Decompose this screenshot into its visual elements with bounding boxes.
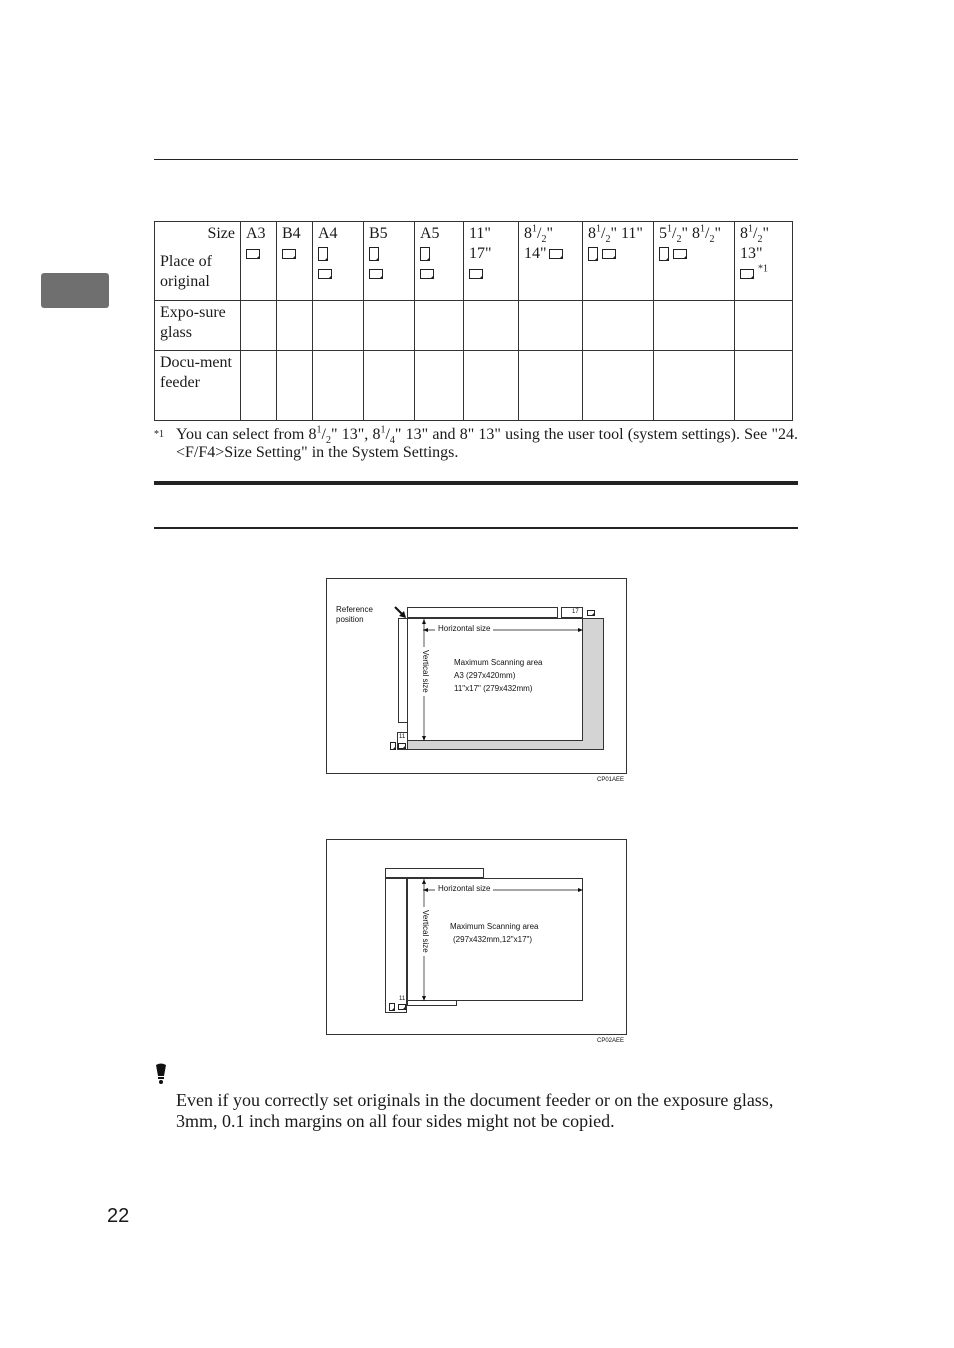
landscape-paper-icon	[282, 249, 296, 259]
fraction-numerator: 1	[748, 223, 753, 235]
limitation-note-text: Even if you correctly set originals in the document feeder or on the exposure glass, 3mm, 0.1 inch margins on all four sides might not be copied.	[176, 1090, 774, 1131]
size-col-a5	[415, 222, 464, 301]
portrait-paper-icon	[588, 247, 598, 261]
table-cell	[519, 301, 583, 351]
table-cell	[519, 351, 583, 421]
landscape-paper-icon	[318, 269, 332, 279]
table-corner-cell	[155, 222, 241, 301]
footnote-ref: *1	[758, 263, 768, 275]
size-col-11x17	[464, 222, 519, 301]
table-cell	[464, 351, 519, 421]
max-area-a3: A3 (297x420mm)	[454, 671, 516, 680]
fraction-denominator: 2	[757, 234, 763, 246]
footnote-part: You can select from 8	[176, 426, 317, 443]
fraction-denominator: 2	[541, 234, 547, 246]
landscape-paper-icon	[398, 743, 406, 749]
size-col-8.5x13: $8^1/_2$" 13" $^{*1}$	[735, 222, 793, 301]
portrait-paper-icon	[318, 247, 328, 261]
table-footnote	[154, 426, 798, 462]
footnote-mark: *1	[154, 429, 164, 440]
fraction-numerator: 1	[380, 424, 386, 436]
feeder-outer	[385, 878, 407, 1013]
table-cell	[241, 351, 277, 421]
table-cell	[654, 351, 735, 421]
tag-17: 17	[572, 609, 579, 615]
size-label: 5	[659, 225, 667, 242]
reference-position-label: Reference position	[336, 605, 373, 624]
size-col-b5	[364, 222, 415, 301]
limitation-icon	[153, 1063, 169, 1085]
landscape-paper-icon	[549, 249, 563, 259]
figure2-code: CP02AEE	[597, 1038, 625, 1044]
reference-arrow	[393, 605, 409, 621]
max-area-11x17: 11"x17" (279x432mm)	[454, 684, 533, 693]
table-cell	[277, 301, 313, 351]
size-label: 11" 17"	[469, 225, 492, 262]
table-row-exposure-glass	[155, 301, 793, 351]
vertical-size-label: Vertical size	[420, 647, 430, 696]
landscape-paper-icon	[740, 269, 754, 279]
size-label-rest: "	[714, 225, 721, 242]
original-size-table	[154, 221, 793, 421]
fraction-denominator: 2	[325, 435, 331, 447]
size-label-rest: " 14"	[524, 225, 553, 262]
fraction-denominator: 2	[709, 234, 715, 246]
section-thin-rule	[154, 527, 798, 529]
figure-document-feeder	[326, 839, 627, 1035]
fraction-numerator: 1	[316, 424, 322, 436]
figure-exposure-glass	[326, 578, 627, 774]
header-size-label: Size	[207, 225, 235, 242]
chapter-tab-marker	[41, 273, 109, 308]
table-cell	[583, 301, 654, 351]
section-thick-rule	[154, 481, 798, 485]
row-label-document-feeder: Docu-ment feeder	[155, 351, 241, 421]
footnote-part: " 13", 8	[330, 426, 381, 443]
portrait-paper-icon	[420, 247, 430, 261]
fraction-denominator: 2	[676, 234, 682, 246]
table-cell	[735, 351, 793, 421]
landscape-paper-icon	[398, 1004, 406, 1010]
row-label-exposure-glass: Expo-sure glass	[155, 301, 241, 351]
size-col-b4	[277, 222, 313, 301]
table-cell	[735, 301, 793, 351]
size-label: 8	[588, 225, 596, 242]
size-col-8.5x11: $8^1/_2$" 11"	[583, 222, 654, 301]
table-row-document-feeder	[155, 351, 793, 421]
landscape-paper-icon	[673, 249, 687, 259]
table-cell	[277, 351, 313, 421]
table-cell	[583, 351, 654, 421]
fraction-numerator: 1	[532, 223, 537, 235]
size-col-8.5x14: $8^1/_2$" 14"	[519, 222, 583, 301]
size-col-a4	[313, 222, 364, 301]
size-label: A3	[246, 225, 266, 242]
tag-11: 11	[399, 996, 406, 1002]
fraction-numerator: 1	[667, 223, 672, 235]
landscape-paper-icon	[420, 269, 434, 279]
header-place-label: Place of original	[160, 253, 212, 290]
header-rule	[154, 159, 798, 160]
fraction-denominator: 2	[605, 234, 611, 246]
size-col-a3	[241, 222, 277, 301]
size-label: 8	[740, 225, 748, 242]
feeder-top-tray	[385, 868, 484, 878]
size-label-rest: " 13"	[740, 225, 769, 262]
table-cell	[415, 351, 464, 421]
page-number: 22	[107, 1205, 130, 1227]
table-cell	[364, 351, 415, 421]
size-label: B4	[282, 225, 301, 242]
max-area-title: Maximum Scanning area	[454, 658, 543, 667]
portrait-paper-icon	[659, 247, 669, 261]
landscape-paper-icon	[469, 269, 483, 279]
size-label: 8	[524, 225, 532, 242]
vertical-size-label: Vertical size	[420, 907, 430, 956]
size-label: A5	[420, 225, 440, 242]
max-area-dims: (297x432mm,12"x17")	[453, 935, 533, 944]
top-scale	[407, 607, 558, 618]
portrait-paper-icon	[389, 1003, 395, 1011]
table-cell	[241, 301, 277, 351]
table-cell	[313, 301, 364, 351]
landscape-paper-icon	[246, 249, 260, 259]
landscape-paper-icon	[602, 249, 616, 259]
size-label-rest: " 11"	[610, 225, 643, 242]
table-cell	[464, 301, 519, 351]
max-area-title: Maximum Scanning area	[450, 922, 539, 931]
portrait-paper-icon	[369, 247, 379, 261]
table-cell	[313, 351, 364, 421]
footnote-text: You can select from $8^1/_2$" 13", $8^1/_4$" 13" and 8" 13" using the user tool (system settings). See "24. <F/F4>Size Setting" in the System Settings.	[176, 424, 799, 461]
fraction-numerator: 1	[596, 223, 601, 235]
table-cell	[415, 301, 464, 351]
fraction-denominator: 4	[389, 435, 395, 447]
portrait-paper-icon	[390, 742, 396, 750]
size-label: A4	[318, 225, 338, 242]
table-cell	[654, 301, 735, 351]
size-label-rest: " 8	[681, 225, 700, 242]
horizontal-size-label: Horizontal size	[435, 884, 493, 894]
table-header-row	[155, 222, 793, 301]
fraction-numerator: 1	[699, 223, 705, 235]
tag-11: 11	[399, 734, 406, 740]
table-cell	[364, 301, 415, 351]
horizontal-size-label: Horizontal size	[435, 624, 493, 634]
size-label: B5	[369, 225, 388, 242]
landscape-paper-icon	[587, 610, 595, 616]
landscape-paper-icon	[369, 269, 383, 279]
size-col-5.5x8.5: $5^1/_2$" $8^1/_2$"	[654, 222, 735, 301]
footnote-part: " 13" and 8" 13" using the user tool (system settings). See "24. <F/F4>Size Setting" in the System Settings.	[176, 426, 799, 461]
figure1-code: CP01AEE	[597, 777, 625, 783]
